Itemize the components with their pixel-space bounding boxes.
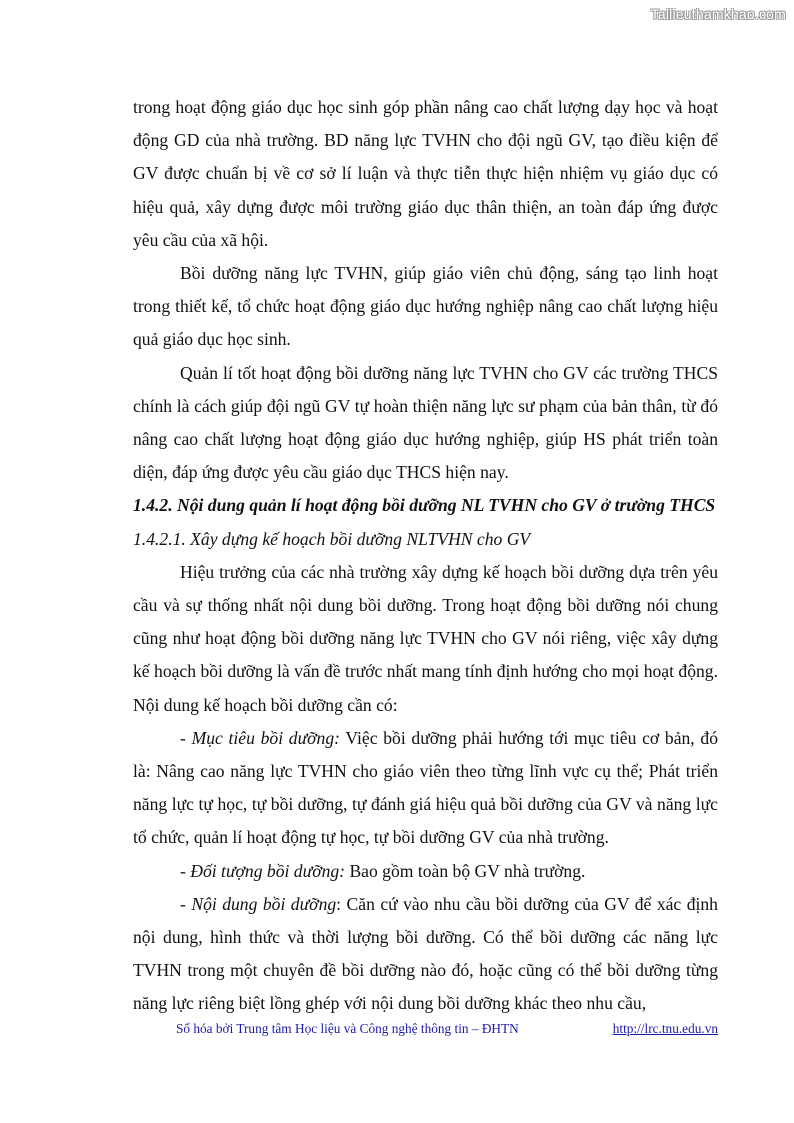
subsection-heading: 1.4.2.1. Xây dựng kế hoạch bồi dưỡng NLTVHN cho GV (133, 528, 531, 549)
item-prefix: - (180, 893, 192, 914)
footer-credit: Số hóa bởi Trung tâm Học liệu và Công nghệ thông tin – ĐHTN (176, 1021, 519, 1036)
footer-link[interactable]: http://lrc.tnu.edu.vn (612, 1021, 718, 1036)
list-item (133, 855, 718, 888)
item-text: Bao gồm toàn bộ GV nhà trường. (345, 860, 586, 881)
document-body (133, 91, 718, 1021)
item-label: Nội dung bồi dưỡng (191, 893, 337, 914)
paragraph: trong hoạt động giáo dục học sinh góp phần nâng cao chất lượng dạy học và hoạt động GD của nhà trường. BD năng lực TVHN cho đội ngũ GV, tạo điều kiện để GV được chuẩn bị về cơ sở lí luận và thực tiễn thực hiện nhiệm vụ giáo dục có hiệu quả, xây dựng được môi trường giáo dục thân thiện, an toàn đáp ứng được yêu cầu của xã hội. (133, 97, 718, 250)
item-label: Mục tiêu bồi dưỡng: (191, 727, 341, 748)
paragraph: Bồi dưỡng năng lực TVHN, giúp giáo viên chủ động, sáng tạo linh hoạt trong thiết kế, tổ chức hoạt động giáo dục hướng nghiệp nâng cao chất lượng hiệu quả giáo dục học sinh. (133, 263, 718, 350)
list-item (133, 722, 718, 855)
item-prefix: - (180, 727, 192, 748)
paragraph: Hiệu trưởng của các nhà trường xây dựng kế hoạch bồi dưỡng dựa trên yêu cầu và sự thống nhất nội dung bồi dưỡng. Trong hoạt động bồi dưỡng nói chung cũng như hoạt động bồi dưỡng năng lực TVHN cho GV nói riêng, việc xây dựng kế hoạch bồi dưỡng là vấn đề trước nhất mang tính định hướng cho mọi hoạt động. Nội dung kế hoạch bồi dưỡng cần có: (133, 561, 718, 715)
item-text: : Căn cứ vào nhu cầu bồi dưỡng của GV để xác định nội dung, hình thức và thời lượng bồi dưỡng. Có thể bồi dưỡng các năng lực TVHN trong một chuyên đề bồi dưỡng nào đó, hoặc cũng có thể bồi dưỡng từng năng lực riêng biệt lồng ghép với nội dung bồi dưỡng khác theo nhu cầu, (133, 893, 718, 1014)
section-heading: 1.4.2. Nội dung quản lí hoạt động bồi dưỡng NL TVHN cho GV ở trường THCS (133, 495, 716, 516)
list-item (133, 888, 718, 1021)
watermark: Tailieuthamkhao.com (650, 6, 786, 22)
item-text: Việc bồi dưỡng phải hướng tới mục tiêu cơ bản, đó là: Nâng cao năng lực TVHN cho giáo viên theo từng lĩnh vực cụ thể; Phát triển năng lực tự học, tự bồi dưỡng, tự đánh giá hiệu quả bồi dưỡng của GV và năng lực tổ chức, quản lí hoạt động tự học, tự bồi dưỡng GV của nhà trường. (133, 727, 718, 848)
paragraph: Quản lí tốt hoạt động bồi dưỡng năng lực TVHN cho GV các trường THCS chính là cách giúp đội ngũ GV tự hoàn thiện năng lực sư phạm của bản thân, từ đó nâng cao chất lượng hoạt động giáo dục hướng nghiệp, giúp HS phát triển toàn diện, đáp ứng được yêu cầu giáo dục THCS hiện nay. (133, 362, 718, 483)
item-label: Đối tượng bồi dưỡng: (190, 860, 346, 881)
item-prefix: - (180, 860, 191, 881)
page-footer (176, 1021, 718, 1037)
